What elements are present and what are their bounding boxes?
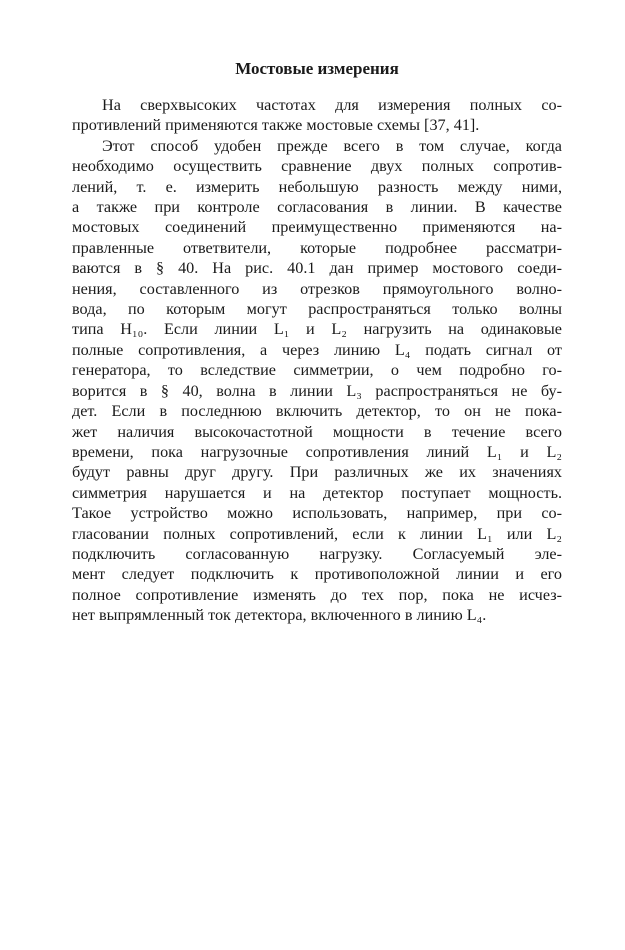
- text-line: мостовых соединений преимущественно применяются на-: [72, 218, 562, 237]
- text-line: а также при контроле согласования в линии. В качестве: [72, 198, 562, 217]
- text-line: времени, пока нагрузочные сопротивления линий L₁ и L₂: [72, 442, 562, 461]
- text-line: нения, составленного из отрезков прямоугольного волно-: [72, 279, 562, 298]
- text-line: будут равны друг другу. При различных же их значениях: [72, 463, 562, 482]
- text-line: мент следует подключить к противоположной линии и его: [72, 565, 562, 584]
- section-heading: Мостовые измерения: [235, 59, 399, 78]
- page-body: [72, 58, 562, 626]
- text-line: На сверхвысоких частотах для измерения полных со-: [102, 96, 562, 114]
- text-line: противлений применяются также мостовые схемы [37, 41].: [72, 116, 480, 135]
- text-line: полные сопротивления, а через линию L₄ подать сигнал от: [72, 340, 562, 359]
- paragraph-2: [72, 136, 562, 626]
- text-line: подключить согласованную нагрузку. Согласуемый эле-: [72, 544, 562, 563]
- text-line: необходимо осуществить сравнение двух полных сопротив-: [72, 157, 562, 176]
- text-line: жет наличия высокочастотной мощности в течение всего: [72, 422, 562, 441]
- text-line: полное сопротивление изменять до тех пор, пока не исчез-: [72, 585, 562, 604]
- text-line: генератора, то вследствие симметрии, о чем подробно го-: [72, 361, 562, 380]
- text-line: дет. Если в последнюю включить детектор, то он не пока-: [72, 402, 562, 421]
- text-line: ворится в § 40, волна в линии L₃ распространяться не бу-: [72, 381, 562, 400]
- text-line: нет выпрямленный ток детектора, включенного в линию L₄.: [72, 606, 487, 625]
- text-line: типа H₁₀. Если линии L₁ и L₂ нагрузить на одинаковые: [72, 320, 562, 339]
- text-line: гласовании полных сопротивлений, если к линии L₁ или L₂: [72, 524, 562, 543]
- text-line: симметрия нарушается и на детектор поступает мощность.: [72, 483, 562, 502]
- text-line: лений, т. е. измерить небольшую разность между ними,: [72, 177, 562, 196]
- paragraph-1: [72, 95, 562, 136]
- text-line: ваются в § 40. На рис. 40.1 дан пример мостового соеди-: [72, 259, 562, 278]
- text-line: правленные ответвители, которые подробнее рассматри-: [72, 238, 562, 257]
- text-line: Этот способ удобен прежде всего в том случае, когда: [102, 136, 562, 155]
- text-line: вода, по которым могут распространяться только волны: [72, 300, 562, 319]
- text-line: Такое устройство можно использовать, например, при со-: [72, 504, 562, 523]
